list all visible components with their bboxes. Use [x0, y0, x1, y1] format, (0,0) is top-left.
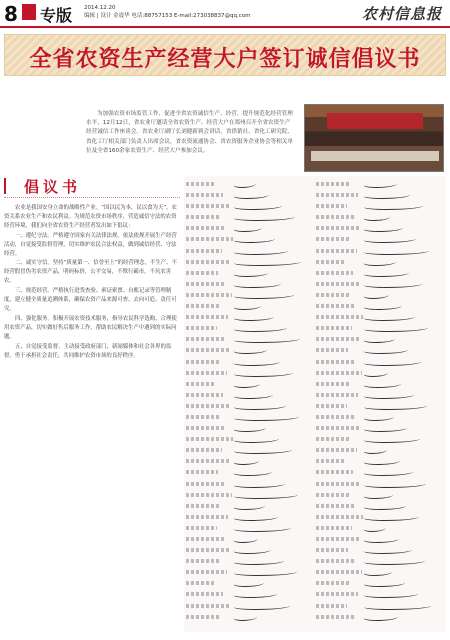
headline: 全省农资生产经营大户签订诚信倡议书: [29, 47, 421, 72]
signer-label: [186, 482, 225, 486]
signature-line: [186, 602, 314, 612]
signature-line: [186, 502, 314, 512]
signature-line: [316, 424, 444, 434]
signer-label: [316, 526, 352, 530]
signer-label: [186, 326, 217, 330]
page-number: 8: [4, 2, 18, 26]
handwritten-signature: [363, 248, 430, 255]
signer-label: [316, 570, 362, 574]
signature-line: [316, 524, 444, 534]
handwritten-signature: [233, 603, 291, 610]
signer-label: [186, 537, 224, 541]
signer-label: [316, 393, 358, 397]
handwritten-signature: [363, 270, 410, 277]
signature-line: [316, 302, 444, 312]
signature-line: [316, 502, 444, 512]
handwritten-signature: [233, 303, 262, 310]
signer-label: [186, 448, 222, 452]
signature-line: [316, 446, 444, 456]
signer-label: [316, 515, 363, 519]
handwritten-signature: [363, 580, 406, 587]
signer-label: [186, 193, 223, 197]
signature-line: [186, 613, 314, 623]
signature-area: [184, 176, 446, 632]
handwritten-signature: [233, 547, 272, 554]
signer-label: [186, 548, 231, 552]
signature-line: [316, 590, 444, 600]
signer-label: [186, 237, 233, 241]
signer-label: [316, 271, 353, 275]
signer-label: [186, 371, 227, 375]
handwritten-signature: [363, 425, 408, 432]
handwritten-signature: [363, 569, 393, 576]
section-name: 专版: [40, 6, 73, 25]
handwritten-signature: [233, 248, 289, 255]
handwritten-signature: [233, 281, 282, 288]
signer-label: [316, 482, 360, 486]
signature-line: [186, 424, 314, 434]
signature-line: [316, 191, 444, 201]
signature-line: [316, 491, 444, 501]
handwritten-signature: [233, 580, 265, 587]
intro-paragraph: 为加强农资市场监管工作，促进全省农资诚信生产、经营，提升规范化经营管理水平，12月12日，省农业厅邀请全省农资生产、经营大户在郑州召开全省农资生产经营诚信工作座谈会。省农业厅副厅长刘健新到会讲话，省供销社、省化工研究院、省化工厅相关部门负责人出席会议。省农资流通协会、省农资服务企业协会等相关单位及全省160余家农资生产、经营大户参加会议。: [86, 111, 293, 154]
editor-contact: [84, 12, 251, 20]
handwritten-signature: [233, 359, 281, 366]
signer-label: [316, 326, 352, 330]
signature-line: [186, 446, 314, 456]
signer-label: [186, 515, 228, 519]
signer-label: [186, 215, 219, 219]
signer-label: [186, 415, 219, 419]
signature-column-left: [186, 180, 314, 628]
handwritten-signature: [233, 392, 274, 399]
handwritten-signature: [363, 536, 400, 543]
handwritten-signature: [363, 325, 429, 332]
conference-table: [311, 151, 439, 161]
signature-line: [316, 313, 444, 323]
signature-line: [186, 480, 314, 490]
signature-line: [186, 258, 314, 268]
handwritten-signature: [233, 503, 266, 510]
proposal-title-box: [4, 176, 180, 198]
handwritten-signature: [363, 591, 419, 598]
newspaper-name: 农村信息报: [361, 5, 442, 23]
signature-line: [186, 568, 314, 578]
signer-label: [186, 404, 230, 408]
handwritten-signature: [363, 225, 404, 232]
signer-label: [186, 559, 220, 563]
handwritten-signature: [233, 447, 293, 454]
signer-label: [186, 504, 221, 508]
handwritten-signature: [363, 381, 402, 388]
handwritten-signature: [233, 203, 283, 210]
proposal-body: [4, 204, 180, 630]
signature-line: [186, 535, 314, 545]
handwritten-signature: [233, 270, 269, 277]
handwritten-signature: [233, 381, 261, 388]
handwritten-signature: [363, 614, 399, 621]
signature-line: [316, 224, 444, 234]
signature-line: [186, 402, 314, 412]
handwritten-signature: [363, 514, 420, 521]
signer-label: [186, 304, 221, 308]
signer-label: [316, 282, 360, 286]
meeting-photo: [304, 104, 444, 172]
signature-line: [186, 590, 314, 600]
signature-line: [316, 291, 444, 301]
signature-line: [316, 402, 444, 412]
signer-label: [316, 426, 361, 430]
signer-label: [316, 459, 346, 463]
signer-label: [316, 382, 351, 386]
signer-label: [186, 470, 218, 474]
signature-line: [316, 280, 444, 290]
signature-line: [186, 457, 314, 467]
signature-line: [316, 358, 444, 368]
signer-label: [316, 404, 347, 408]
signature-line: [316, 413, 444, 423]
signer-label: [316, 182, 351, 186]
signer-label: [186, 271, 218, 275]
signature-line: [186, 191, 314, 201]
signer-label: [186, 426, 226, 430]
signature-line: [186, 202, 314, 212]
signature-line: [186, 358, 314, 368]
signature-line: [186, 557, 314, 567]
handwritten-signature: [363, 481, 427, 488]
signature-line: [316, 202, 444, 212]
handwritten-signature: [363, 547, 413, 554]
stage-screen: [327, 113, 423, 129]
signer-label: [316, 360, 355, 364]
signature-line: [186, 324, 314, 334]
signature-line: [316, 213, 444, 223]
handwritten-signature: [363, 436, 421, 443]
handwritten-signature: [233, 414, 300, 421]
handwritten-signature: [363, 558, 426, 565]
signature-line: [186, 524, 314, 534]
handwritten-signature: [363, 503, 407, 510]
proposal-paragraph: 三、规范经营。严格执行进货查验、索证索票、台账记录等管理制度，建立健全质量追溯体系，确保农资产品来源可查、去向可追、责任可究。: [4, 288, 177, 312]
handwritten-signature: [233, 481, 286, 488]
signer-label: [186, 337, 224, 341]
signature-line: [186, 369, 314, 379]
signature-line: [186, 291, 314, 301]
handwritten-signature: [233, 569, 298, 576]
signer-label: [186, 293, 232, 297]
signature-line: [186, 302, 314, 312]
handwritten-signature: [233, 514, 279, 521]
handwritten-signature: [233, 458, 260, 465]
signature-line: [186, 247, 314, 257]
signer-label: [186, 393, 223, 397]
handwritten-signature: [363, 447, 388, 454]
handwritten-signature: [363, 603, 432, 610]
signer-label: [186, 282, 225, 286]
signer-label: [316, 592, 358, 596]
handwritten-signature: [363, 347, 409, 354]
signature-line: [316, 602, 444, 612]
signer-label: [186, 204, 230, 208]
signature-line: [186, 513, 314, 523]
signature-line: [186, 335, 314, 345]
signer-label: [186, 615, 219, 619]
handwritten-signature: [233, 591, 278, 598]
proposal-title: 倡议书: [24, 178, 82, 196]
handwritten-signature: [233, 425, 267, 432]
signature-line: [186, 380, 314, 390]
headline-banner: [4, 34, 446, 76]
handwritten-signature: [233, 181, 257, 188]
handwritten-signature: [233, 614, 258, 621]
signer-label: [316, 448, 357, 452]
signature-line: [316, 369, 444, 379]
issue-date: 2014.12.20: [84, 5, 116, 11]
handwritten-signature: [363, 203, 424, 210]
signature-line: [186, 468, 314, 478]
signer-label: [186, 493, 232, 497]
signer-label: [316, 226, 361, 230]
handwritten-signature: [233, 292, 295, 299]
signature-line: [186, 224, 314, 234]
signature-line: [186, 579, 314, 589]
proposal-paragraph: 农业是我国安身立命的战略性产业。“国以民为本，民以食为天”，农资关系农业生产和农民利益。为规范农资市场秩序，营造诚信守法的农资经营环境，我们向全省农资生产经营者发出如下倡议：: [4, 205, 177, 229]
proposal-paragraph: 五、自觉接受监督。主动接受政府部门、新闻媒体和社会各界的监督，勇于承担社会责任，共同维护农资市场的良好秩序。: [4, 343, 172, 359]
signer-label: [316, 437, 350, 441]
signer-label: [186, 459, 229, 463]
signature-line: [316, 457, 444, 467]
signature-line: [186, 391, 314, 401]
signer-label: [316, 249, 357, 253]
handwritten-signature: [233, 558, 285, 565]
signature-line: [186, 180, 314, 190]
signature-line: [186, 213, 314, 223]
signature-line: [316, 513, 444, 523]
handwritten-signature: [233, 325, 288, 332]
signature-line: [316, 180, 444, 190]
signer-label: [316, 537, 359, 541]
handwritten-signature: [363, 525, 387, 532]
signer-label: [316, 348, 348, 352]
handwritten-signature: [233, 236, 276, 243]
handwritten-signature: [363, 359, 422, 366]
handwritten-signature: [363, 314, 416, 321]
signer-label: [186, 226, 226, 230]
signature-column-right: [316, 180, 444, 628]
phone: 电话:88757153: [131, 13, 173, 19]
handwritten-signature: [363, 492, 394, 499]
signer-label: [186, 182, 216, 186]
handwritten-signature: [233, 214, 296, 221]
editor-line: 编辑 | 设计 金震华: [84, 13, 130, 19]
signature-line: [316, 335, 444, 345]
signature-line: [186, 269, 314, 279]
masthead-meta: [84, 4, 251, 20]
signature-line: [316, 480, 444, 490]
handwritten-signature: [363, 292, 390, 299]
handwritten-signature: [233, 370, 294, 377]
signer-label: [186, 315, 228, 319]
signature-line: [186, 235, 314, 245]
signature-line: [316, 468, 444, 478]
signer-label: [186, 570, 227, 574]
handwritten-signature: [363, 392, 415, 399]
proposal-paragraph: 四、强化服务。积极开展农资技术服务，指导农民科学选购、合理使用农资产品，切实做好售后服务工作，帮助农民解决生产中遇到的实际问题。: [4, 315, 177, 340]
handwritten-signature: [233, 469, 273, 476]
handwritten-signature: [363, 236, 417, 243]
handwritten-signature: [363, 414, 395, 421]
signature-line: [316, 258, 444, 268]
signature-line: [316, 579, 444, 589]
handwritten-signature: [363, 403, 428, 410]
signature-line: [316, 613, 444, 623]
signature-line: [316, 557, 444, 567]
signature-line: [316, 247, 444, 257]
signer-label: [316, 237, 350, 241]
handwritten-signature: [363, 192, 411, 199]
handwritten-signature: [363, 281, 423, 288]
signer-label: [316, 260, 346, 264]
signer-label: [316, 304, 356, 308]
signer-label: [316, 315, 363, 319]
email: E-mail:273038837@qq.com: [173, 13, 251, 19]
signer-label: [316, 204, 347, 208]
signer-label: [316, 337, 359, 341]
signature-line: [186, 435, 314, 445]
signer-label: [316, 193, 358, 197]
signature-line: [186, 346, 314, 356]
signer-label: [186, 581, 216, 585]
handwritten-signature: [233, 192, 270, 199]
handwritten-signature: [233, 336, 301, 343]
signature-line: [316, 269, 444, 279]
signature-line: [186, 491, 314, 501]
signer-label: [186, 604, 230, 608]
signature-line: [316, 568, 444, 578]
signature-line: [316, 535, 444, 545]
signer-label: [186, 348, 231, 352]
signature-line: [316, 324, 444, 334]
signer-label: [186, 382, 216, 386]
signer-label: [316, 293, 349, 297]
signer-label: [316, 504, 356, 508]
handwritten-signature: [363, 370, 389, 377]
signer-label: [316, 559, 355, 563]
signer-label: [316, 415, 354, 419]
handwritten-signature: [233, 314, 275, 321]
proposal-paragraph: 二、诚实守信。坚持“质量第一、信誉至上”的经营理念，不生产、不经营假冒伪劣农资产品，明码标价，公平交易，不欺行霸市，不坑农害农。: [4, 260, 177, 285]
signer-label: [186, 437, 233, 441]
signer-label: [316, 604, 347, 608]
signature-line: [186, 313, 314, 323]
signer-label: [316, 581, 351, 585]
signature-line: [316, 546, 444, 556]
signature-line: [186, 546, 314, 556]
signer-label: [186, 526, 217, 530]
handwritten-signature: [363, 181, 398, 188]
signer-label: [316, 470, 353, 474]
proposal-paragraph: 一、遵纪守法。严格遵守国家有关法律法规，依法依规开展生产经营活动，自觉接受监督管理，切实维护农民合法权益，做到诚信经营、守法经营。: [4, 232, 177, 257]
handwritten-signature: [233, 492, 299, 499]
masthead: [0, 0, 450, 26]
signer-label: [316, 215, 354, 219]
signature-line: [186, 280, 314, 290]
signature-line: [316, 235, 444, 245]
handwritten-signature: [233, 259, 302, 266]
signer-label: [186, 360, 220, 364]
handwritten-signature: [233, 403, 287, 410]
signature-line: [186, 413, 314, 423]
signature-line: [316, 380, 444, 390]
signature-line: [316, 346, 444, 356]
handwritten-signature: [233, 536, 259, 543]
signer-label: [186, 260, 229, 264]
signer-label: [186, 249, 222, 253]
signer-label: [186, 592, 223, 596]
handwritten-signature: [233, 436, 280, 443]
handwritten-signature: [233, 347, 268, 354]
handwritten-signature: [363, 259, 397, 266]
handwritten-signature: [363, 214, 391, 221]
signer-label: [316, 493, 349, 497]
handwritten-signature: [233, 525, 292, 532]
signature-line: [316, 391, 444, 401]
masthead-rule: [0, 26, 450, 28]
signer-label: [316, 371, 362, 375]
handwritten-signature: [363, 469, 414, 476]
handwritten-signature: [363, 303, 403, 310]
handwritten-signature: [233, 225, 263, 232]
signer-label: [316, 615, 354, 619]
page-number-marker: [22, 4, 36, 20]
signature-line: [316, 435, 444, 445]
handwritten-signature: [363, 458, 401, 465]
signer-label: [316, 548, 348, 552]
handwritten-signature: [363, 336, 396, 343]
